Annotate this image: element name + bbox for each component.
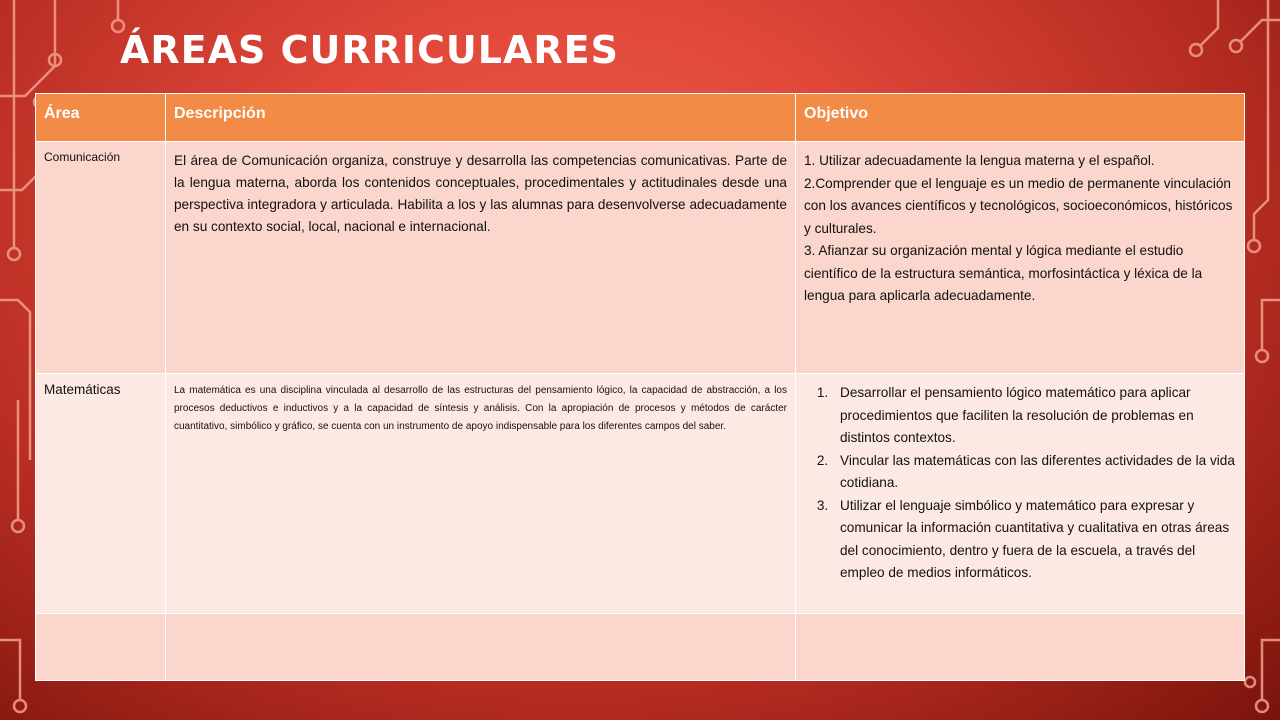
area-cell-empty	[36, 614, 166, 681]
objective-item: 3. Utilizar el lenguaje simbólico y matemático para expresar y comunicar la información cuantitativa y cualitativa en otras áreas del conocimiento, dentro y fuera de la escuela, a través del empleo de medios informáticos.	[832, 495, 1236, 585]
objective-cell	[796, 374, 1245, 614]
objective-item: 2.Comprender que el lenguaje es un medio de permanente vinculación con los avances científicos y tecnológicos, socioeconómicos, históricos y culturales.	[804, 175, 1233, 236]
header-descripcion: Descripción	[166, 94, 796, 142]
table-row-empty	[36, 614, 1245, 681]
description-cell-empty	[166, 614, 796, 681]
area-cell: Matemáticas	[36, 374, 166, 614]
header-objetivo: Objetivo	[796, 94, 1245, 142]
objective-cell	[796, 142, 1245, 374]
curricular-areas-table	[35, 93, 1245, 681]
page-title: ÁREAS CURRICULARES	[120, 28, 619, 72]
table-header-row	[36, 94, 1245, 142]
objective-item: 1. Utilizar adecuadamente la lengua materna y el español.	[804, 153, 1155, 168]
header-area: Área	[36, 94, 166, 142]
objective-item: 1. Desarrollar el pensamiento lógico matemático para aplicar procedimientos que faciliten la resolución de problemas en distintos contextos.	[832, 382, 1236, 450]
objective-cell-empty	[796, 614, 1245, 681]
objective-item: 2. Vincular las matemáticas con las diferentes actividades de la vida cotidiana.	[832, 450, 1236, 495]
area-cell: Comunicación	[36, 142, 166, 374]
description-cell: El área de Comunicación organiza, construye y desarrolla las competencias comunicativas. Parte de la lengua materna, aborda los contenidos conceptuales, procedimentales y actitudinales desde una perspectiva integradora y articulada. Habilita a los y las alumnas para desenvolverse adecuadamente en su contexto social, local, nacional e internacional.	[166, 142, 796, 374]
table-row	[36, 374, 1245, 614]
objective-item: 3. Afianzar su organización mental y lógica mediante el estudio científico de la estructura semántica, morfosintáctica y léxica de la lengua para aplicarla adecuadamente.	[804, 243, 1203, 303]
objective-list	[804, 382, 1236, 585]
description-cell: La matemática es una disciplina vinculada al desarrollo de las estructuras del pensamiento lógico, la capacidad de abstracción, a los procesos deductivos e inductivos y a la capacidad de síntesis y análisis. Con la apropiación de procesos y métodos de carácter cuantitativo, simbólico y gráfico, se cuenta con un instrumento de apoyo indispensable para los diferentes campos del saber.	[166, 374, 796, 614]
table-row	[36, 142, 1245, 374]
